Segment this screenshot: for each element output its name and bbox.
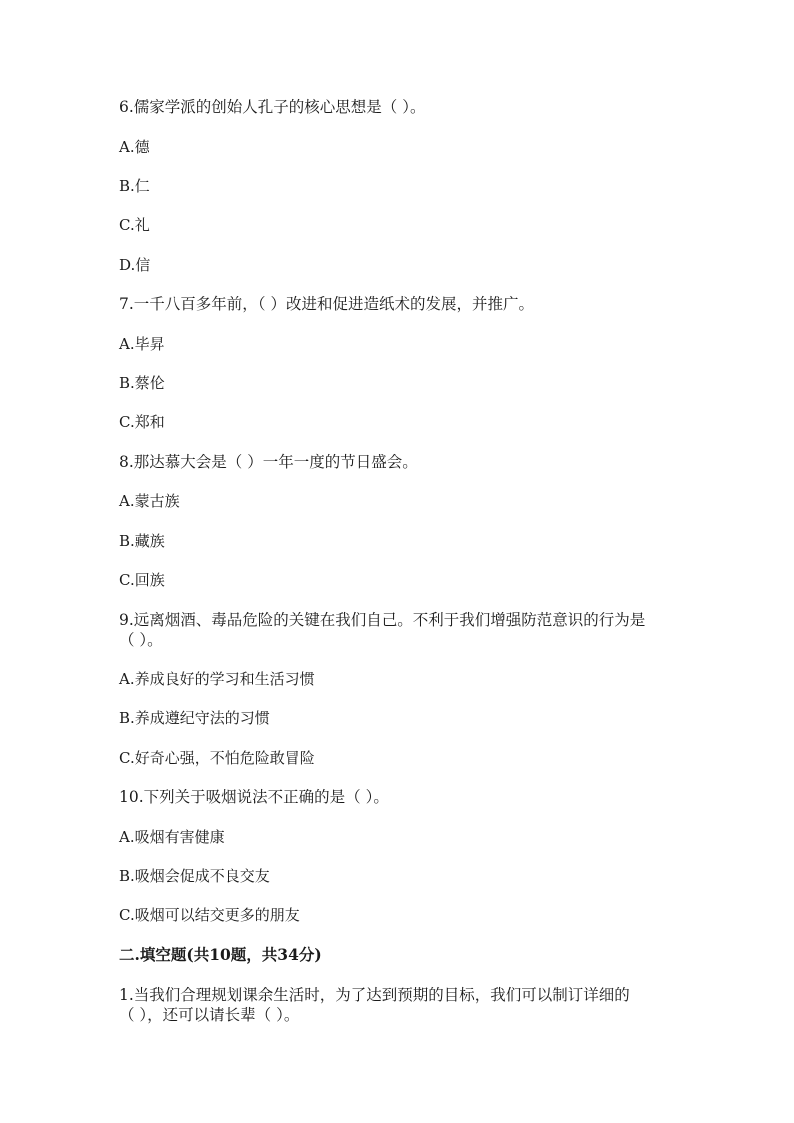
question-7-option-c: C.郑和 xyxy=(119,413,165,431)
question-9-option-a: A.养成良好的学习和生活习惯 xyxy=(119,670,315,688)
question-6-stem: 6.儒家学派的创始人孔子的核心思想是（ ）。 xyxy=(119,98,426,116)
fill-blank-1-line1: 1.当我们合理规划课余生活时，为了达到预期的目标，我们可以制订详细的 xyxy=(119,986,630,1004)
question-10-option-c: C.吸烟可以结交更多的朋友 xyxy=(119,906,300,924)
question-9-stem-line1: 9.远离烟酒、毒品危险的关键在我们自己。不利于我们增强防范意识的行为是 xyxy=(119,611,646,629)
question-6-option-c: C.礼 xyxy=(119,216,150,234)
question-10-option-a: A.吸烟有害健康 xyxy=(119,828,225,846)
question-10-stem: 10.下列关于吸烟说法不正确的是（ ）。 xyxy=(119,788,389,806)
question-6-option-a: A.德 xyxy=(119,138,150,156)
question-9-option-b: B.养成遵纪守法的习惯 xyxy=(119,709,270,727)
question-7-option-a: A.毕昇 xyxy=(119,335,165,353)
question-8-option-c: C.回族 xyxy=(119,571,165,589)
question-8-option-a: A.蒙古族 xyxy=(119,492,180,510)
question-9-stem-line2: （ ）。 xyxy=(119,631,163,649)
question-7-stem: 7.一千八百多年前，（ ）改进和促进造纸术的发展，并推广。 xyxy=(119,295,534,313)
question-8-stem: 8.那达慕大会是（ ）一年一度的节日盛会。 xyxy=(119,453,418,471)
question-6-option-b: B.仁 xyxy=(119,177,150,195)
section-title: 二.填空题(共10题，共34分) xyxy=(119,945,322,964)
fill-blank-1-line2: （ ），还可以请长辈（ ）。 xyxy=(119,1006,300,1024)
question-7-option-b: B.蔡伦 xyxy=(119,374,165,392)
question-8-option-b: B.藏族 xyxy=(119,532,165,550)
question-10-option-b: B.吸烟会促成不良交友 xyxy=(119,867,270,885)
question-9-option-c: C.好奇心强，不怕危险敢冒险 xyxy=(119,749,315,767)
question-6-option-d: D.信 xyxy=(119,256,151,274)
